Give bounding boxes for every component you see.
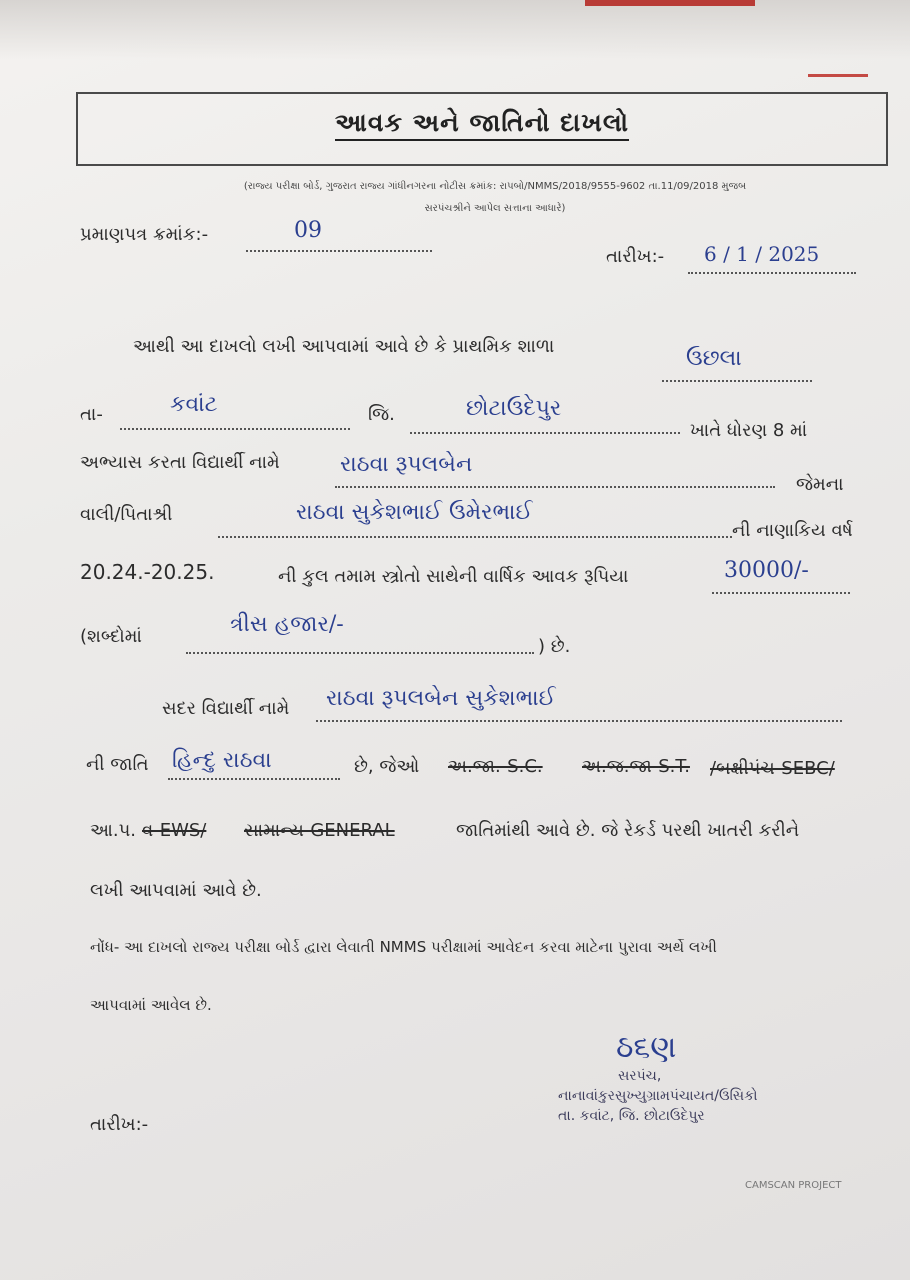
words-label: (શબ્દોમાં: [80, 626, 142, 647]
school-dots: [662, 380, 812, 382]
authority-note-line-2: સરપંચશ્રીને આપેલ સત્તાના આધારે): [424, 203, 566, 214]
body-line-end: લખી આપવામાં આવે છે.: [90, 880, 262, 901]
scanner-watermark: CAMSCAN PROJECT: [745, 1180, 842, 1191]
caste-value: હિન્દુ રાઠવા: [172, 748, 272, 773]
district-dots: [410, 432, 680, 434]
parent-dots: [218, 536, 732, 538]
sarpanch-stamp: [558, 1068, 758, 1126]
caste-intro: સદર વિદ્યાર્થી નામે: [162, 698, 290, 719]
student-full-name: રાઠવા રૂપલબેન સુકેશભાઈ: [326, 686, 556, 711]
caste-label: ની જાતિ: [86, 754, 149, 775]
stamp-line-1: સરપંચ,: [618, 1068, 662, 1084]
authority-note-line-1: (રાજ્ય પરીક્ષા બોર્ડ, ગુજરાત રાજ્ય ગાંધીનગરના નોટીસ ક્રમાંક: રાપબો/NMMS/2018/9555-9602 તા.11/09/2018 મુજબ: [243, 181, 747, 192]
red-edge-mark: [585, 0, 755, 6]
words-dots: [186, 652, 534, 654]
certificate-no-dots: [246, 250, 432, 252]
parent-name: રાઠવા સુકેશભાઈ ઉમેરભાઈ: [296, 500, 533, 525]
date-dots: [688, 272, 856, 274]
signature: ઠ૬ણ: [616, 1030, 677, 1065]
student-name: રાઠવા રૂપલબેન: [340, 452, 473, 477]
title-box: [76, 92, 888, 166]
taluka-dots: [120, 428, 350, 430]
caste-mid: છે, જેઓ: [354, 756, 420, 777]
certificate-no-label: પ્રમાણપત્ર ક્રમાંક:-: [80, 224, 209, 245]
district-value: છોટાઉદેપુર: [466, 396, 562, 421]
red-line-mark: [808, 74, 868, 77]
category-st-struck: અ.જ.જા-S.T.: [582, 756, 690, 777]
note-line-1: નોંધ- આ દાખલો રાજ્ય પરીક્ષા બોર્ડ દ્વારા લેવાતી NMMS પરીક્ષામાં આવેદન કરવા માટેના પુરાવા અર્થે લખી: [90, 938, 717, 956]
income-dots: [712, 592, 850, 594]
student-full-dots: [316, 720, 842, 722]
stamp-line-2: નાનાવાંકુરસુખ્યુગ્રામપંચાયત/ઉસિકો: [558, 1088, 758, 1104]
words-value: ત્રીસ હજાર/-: [230, 612, 344, 637]
note-line-2: આપવામાં આવેલ છે.: [90, 996, 212, 1014]
category-general-struck: સામાન્ય-GENERAL: [244, 820, 395, 841]
taluka-value: કવાંટ: [170, 392, 218, 417]
class-text: ખાતે ધોરણ 8 માં: [690, 420, 808, 441]
words-end: ) છે.: [538, 636, 571, 657]
category-tail: જાતિમાંથી આવે છે. જે રેકર્ડ પરથી ખાતરી કરીને: [456, 820, 800, 841]
student-label: અભ્યાસ કરતા વિદ્યાર્થી નામે: [80, 452, 280, 473]
authority-note: [110, 176, 880, 220]
certificate-title: આવક અને જાતિનો દાખલો: [78, 108, 886, 138]
taluka-label: તા-: [80, 404, 103, 425]
whose-text: જેમના: [796, 474, 844, 495]
stamp-line-3: તા. કવાંટ, જિ. છોટાઉદેપુર: [558, 1108, 705, 1124]
paper-shadow: [0, 0, 910, 60]
category-sc-struck: અ.જા.-S.C.: [448, 756, 543, 777]
date-value: 6 / 1 / 2025: [704, 242, 820, 266]
parent-label: વાલી/પિતાશ્રી: [80, 504, 173, 525]
income-text: ની કુલ તમામ સ્ત્રોતો સાથેની વાર્ષિક આવક રૂપિયા: [278, 566, 629, 587]
bottom-date-label: તારીખ:-: [90, 1114, 149, 1135]
district-label: જિ.: [368, 404, 395, 425]
category-ews-struck: વ-EWS/: [142, 820, 207, 841]
school-name: ઉછલા: [686, 346, 742, 371]
certificate-no-value: 09: [294, 218, 322, 243]
student-dots: [335, 486, 775, 488]
date-label: તારીખ:-: [606, 246, 665, 267]
caste-dots: [168, 778, 340, 780]
financial-year: 20.24.-20.25.: [80, 560, 215, 584]
income-value: 30000/-: [724, 558, 809, 583]
fy-text: ની નાણાકિય વર્ષ: [732, 520, 853, 541]
category-sebc-struck: /બક્ષીપંચ-SEBC/: [710, 758, 835, 779]
body-line-1: આથી આ દાખલો લખી આપવામાં આવે છે કે પ્રાથમિક શાળા: [133, 336, 555, 357]
category-ews-prefix: આ.પ.: [90, 820, 137, 841]
